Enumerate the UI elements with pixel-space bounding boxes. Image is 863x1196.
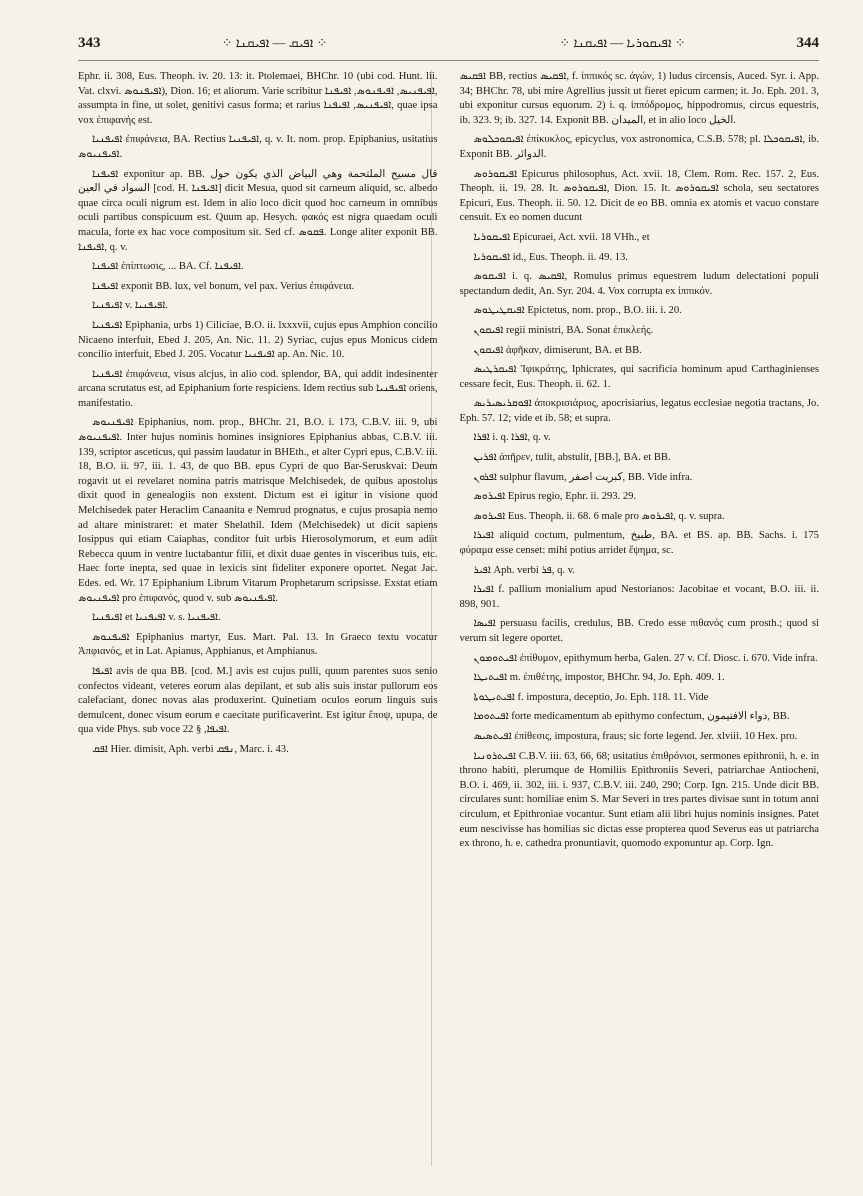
dictionary-entry: ܐܦܝܩܘܢ ἀφῆκαν, dimiserunt, BA. et BB.: [473, 344, 642, 356]
dictionary-entry: ܐܦܝܩܪܛܝܣ Ἰφικράτης, Iphicrates, qui sacrificia hominum apud Carthaginienses cessare fecit, Eus. Theoph. ii. 62. 1.: [459, 364, 819, 390]
dictionary-entry: ܐܦܝܩܘܪܝܐ id., Eus. Theoph. ii. 49. 13.: [473, 251, 628, 263]
dictionary-entry: ܐܦܪܝܢ ἀπῆρεν, tulit, abstulit, [BB.], BA. et BB.: [473, 452, 671, 464]
left-column: [78, 70, 438, 1166]
dictionary-entry: ܐܦܝܬܝܛܐ m. ἐπιθέτης, impostor, BHChr. 94, Jo. Eph. 409. 1.: [473, 672, 725, 684]
dictionary-entry: ܐܦܝܪܘܣ Eus. Theoph. ii. 68. 6 male pro ܐܦܝܪܘܣ, q. v. supra.: [473, 510, 725, 522]
header-rule: [78, 60, 819, 61]
dictionary-entry: ܐܦܝܦܢܐ exponitur ap. BB. قال مسيح الملتحمة وهي البياض الذي يكون حول السواد في العين [cod. H. ܐܦܝܦܢܐ] dicit Mesua, quod sit carneum aliquid, sc. albedo quae circa oculi nigrum est. Idem in alio loco dicit quod hoc carneum in omnibus oculi partibus conspicuum est. Quum ap. Hesych. φακός est nigra quaedam oculi macula, forte ex hac voce compositum sit. Sed cf. ܦܩܘܣ. Longe aliter exponit BB. ܐܦܝܦܢܐ, q. v.: [78, 168, 438, 253]
dictionary-entry: ܐܦܝܩܘܪܝܐ Epicuraei, Act. xvii. 18 VHh., et: [473, 231, 650, 243]
dictionary-entry: ܐܦܝܦܢܝܐ et ܐܦܝܦܢܝܐ v. s. ܐܦܝܦܢܝܐ.: [92, 612, 221, 624]
dictionary-entry: ܐܦܝܦܢܐ ἐπίπτωσις, ... BA. Cf. ܐܦܝܦܢܐ.: [92, 261, 244, 273]
dictionary-entry: ܐܦܝܩܘܢ regii ministri, BA. Sonat ἐπικλεής.: [473, 324, 654, 336]
left-running-head: ⁘ ܐܦܝܩ — ܐܦܝܩܢܐ ⁘: [221, 35, 328, 50]
dictionary-entry: ܐܦܝܦܢܝܐ ἐπιφάνεια, BA. Rectius ܐܦܝܦܢܝܐ, q. v. It. nom. prop. Epiphanius, usitatius ܐܦܝܦܢܝܘܣ.: [78, 134, 438, 160]
dictionary-entry: ܐܦܩܝܣ BB, rectius ܐܦܩܝܣ, f. ἱππικός sc. ἀγών, 1) ludus circensis, Auced. Syr. i. App. 34; BHChr. 78, ubi mire Agrellius jussit ut fieret epicum carmen; it. Jo. Eph. 201. 3, ubi exponitur cursus equorum. 2) i. q. ἱππόδρομος, hippodromus, circus equestris, ib. 323. 9; ib. 327. 14. Exponit BB. الميدان, et in alio loco الخيل.: [459, 71, 819, 126]
dictionary-entry: ܐܦܝܪܐ f. pallium monialium apud Nestorianos: Jacobitae et vocant, B.O. iii. ii. 898, 901.: [459, 584, 819, 610]
left-page-number: 343: [78, 34, 101, 51]
dictionary-entry: ܐܦܪܐ i. q. ܐܦܪܐ, q. v.: [473, 432, 551, 444]
right-column: [460, 70, 820, 1166]
dictionary-entry: ܐܦܝܣܐ persuasu facilis, credulus, BB. Credo esse πιθανός cum prosth.; quod si verum sit legere oportet.: [459, 618, 819, 644]
columns: [78, 70, 819, 1166]
dictionary-entry: ܐܦܝܦܐ avis de qua BB. [cod. M.] avis est cujus pulli, quum parentes suos senio confectos videant, veteres eorum alas depilant, et sub alis suis instar pullorum eos calefaciant, donec novas alas produxerint. Quinetiam oculos eorum linguis suis demulcent, donec visum eorum e caecitate purificaverint. Est igitur ἔποψ, upupa, de qua vide Phys. sub voce ܐܦܝܦܐ, § 22.: [78, 665, 438, 736]
dictionary-entry: ܐܦܪܘܢ sulphur flavum, كبريت اصفر, BB. Vide infra.: [473, 471, 693, 483]
dictionary-entry: ܐܦܝܪܐ aliquid coctum, pulmentum, طبيخ, BA. et BS. ap. BB. Sachs. i. 175 φύραμα esse censet: mihi potius arridet ἕψημα, sc.: [459, 530, 819, 557]
dictionary-entry: ܐܦܘܩܪܝܣܝܪܝܣ ἀποκρισιάριος, apocrisiarius, legatus ecclesiae negotia tractans, Jo. Eph. 57. 12; vide et ib. 58; et supra.: [459, 398, 819, 424]
right-running-head: ⁘ ܐܦܝܩܘܪܝܐ — ܐܦܝܩܢܐ ⁘: [559, 35, 686, 50]
dictionary-entry: ܐܦܝܬܝܛܘܬܐ f. impostura, deceptio, Jo. Eph. 118. 11. Vide: [473, 691, 709, 703]
dictionary-entry: ܐܦܝܦܢܝܐ Epiphania, urbs 1) Ciliciae, B.O. ii. lxxxvii, cujus epus Amphion concilio Nicaeno interfuit, Ebed J. 205, An. Nic. 11. 2) Syriac, cujus epus Monicus cidem concilio interfuit, Ebed J. 205. Vocatur ܐܦܝܦܢܝܐ ap. An. Nic. 10.: [78, 319, 438, 361]
page-header: [78, 30, 819, 56]
dictionary-entry: ܐܦܝܩܘܪܘܣ Epicurus philosophus, Act. xvii. 18, Clem. Rom. Rec. 157. 2, Eus. Theoph. ii. 19. 28. It. ܐܦܝܩܘܪܘܣ, Dion. 15. It. ܐܦܝܩܘܪܘܣ schola, seu sectatores Epicuri, Eus. Theoph. ii. 50. 12. Dicit de eo BB. omnia ex atomis et vacuo constare censuit. Ex eo nomen ducunt: [459, 168, 819, 224]
dictionary-entry: ܐܦܝܦܢܐ exponit BB. lux, vel bonum, vel pax. Verius ἐπιφάνεια.: [92, 280, 355, 292]
dictionary-entry: ܐܦܩ Hier. dimisit, Aph. verbi ܢܦܩ, Marc. i. 43.: [92, 743, 289, 755]
dictionary-entry: ܐܦܝܬܘܡܐ forte medicamentum ab epithymo confectum, دواء الافتيمون, BB.: [473, 711, 790, 723]
right-page-number: 344: [796, 34, 819, 51]
dictionary-entry: ܐܦܝܪ Aph. verbi ܦܪ, q. v.: [473, 564, 575, 576]
dictionary-entry: ܐܦܝܩܘܟܠܘܣ ἐπίκυκλος, epicyclus, vox astronomica, C.S.B. 578; pl. ܐܦܝܩܘܟܠܐ, ib. Exponit BB. الدوائر.: [459, 134, 819, 160]
dictionary-entry: ܐܦܝܦܢܘܣ Epiphanius martyr, Eus. Mart. Pal. 13. In Graeco textu vocatur Ἀπφιανός, et in Lat. Apianus, Apphianus, et Amphianus.: [78, 631, 438, 658]
dictionary-entry: ܐܦܝܦܢܝܐ v. ܐܦܝܦܢܝܐ.: [92, 300, 168, 312]
dictionary-entry: ܐܦܝܪܘܣ Epirus regio, Ephr. ii. 293. 29.: [473, 491, 637, 503]
dictionary-entry: Ephr. ii. 308, Eus. Theoph. iv. 20. 13: it. Ptolemaei, BHChr. 10 (ubi cod. Hunt. lii. Vat. clxvi. ܐܦܝܦܢܘܣ), Dion. 16; et aliorum. Varie scribitur ܐܦܝܦܢܝܣ, ܐܦܝܦܢܘܣ, ܐܦܝܦܢܐ, assumpta in fine, ut solet, genitivi casus forma; et rarius ܐܦܝܦܢܝܣ, ܐܦܝܦܢܐ, quae ipsa vox ἐπιφανής est.: [78, 71, 438, 126]
dictionary-entry: ܐܦܝܬܣܝܣ ἐπίθεσις, impostura, fraus; sic forte legend. Jer. xlviii. 10 Hex. pro.: [473, 730, 798, 742]
dictionary-entry: ܐܦܝܦܢܝܐ ἐπιφάνεια, visus alcjus, in alio cod. splendor, BA, qui addit indesinenter arcana scrutatus est, ad Epiphanium forte respiciens. Idem rectius sub ܐܦܝܦܢܝܐ oriens, manifestatio.: [78, 368, 438, 409]
dictionary-entry: ܐܦܝܬܪܘܢܝܐ C.B.V. iii. 63, 66, 68; usitatius ἐπιθρόνιοι, sermones epithronii, h. e. in throno habiti, plerumque de Homiliis Epithroniis Severi, patriarchae Antiocheni, B.O. i. 469, ii. 302, iii. i. 937, C.B.V. iii. 240, 290; Corp. Ign. 215. Unde dicit BB. circulares sunt: homiliae enim S. Mar Severi in tres partes divisae sunt in totum anni circulum, et Epithroniae vocantur. Sunt etiam alii libri hujus nominis insignes. Patet eum nescivisse has homilias sic dictas esse propterea quod Severus eas ut patriarcha ex throno, h. e. cathedra pronuntiavit, quomodo exponuntur ap. Corp. Ign.: [459, 750, 819, 850]
dictionary-entry: ܐܦܝܩܛܝܛܘܣ Epictetus, nom. prop., B.O. iii. i. 20.: [473, 305, 682, 317]
dictionary-entry: ܐܦܝܦܢܝܘܣ Epiphanius, nom. prop., BHChr. 21, B.O. i. 173, C.B.V. iii. 9, ubi ܐܦܝܦܢܝܘܣ. Inter hujus nominis homines insigniores Epiphanius abbas, C.B.V. iii. 139, scriptor asceticus, qui passim laudatur in BHEth., et alter Cypri epus, C.B.V. iii. 18, B.O. ii. 97, iii. 1. 43, de quo BB. epus Cypri de quo Bar-Seruskvai: Deum rogavit ut ei revelaret nomina patris matrisque Melchisedek, de quibus apostolus dixit quod in genealogiis non exstent. Dictum est ei igitur in visione quod Melchisedek pater Heraclim Canaanita e Nemrud prognatus, e cujus prosapia nemo ad altare ministraret: et mater Shelathil. Idem (Melchisedek) ut dicit sapiens Iosippus qui etiam Caiaphas, conditor fuit urbis Hierosolymorum, et eum adiit Rebecca quum in ventre luctabantur filii, et dixit duae gentes in visceribus tuis, etc. Haec forte inepta, sed quae in lexicis sint fideliter exponere oportet. Negat Jac. Edes. ed. Wr. 17 Epiphanium Librum Vitarum Prophetarum scripsisse. Exstat etiam ܐܦܝܦܢܝܘܣ pro ἐπιφανός, quod v. sub ܐܦܝܦܢܝܘܣ.: [78, 417, 438, 604]
dictionary-entry: ܐܦܝܩܘܣ i. q. ܐܦܩܝܣ, Romulus primus equestrem ludum delectationi populi spectandum dedit, An. Syr. 204. 4. Vox corrupta ex ἱππικόν.: [459, 271, 819, 297]
dictionary-entry: ܐܦܝܬܘܡܘܢ ἐπίθυμον, epithymum herba, Galen. 27 v. Cf. Diosc. i. 670. Vide infra.: [473, 652, 818, 664]
